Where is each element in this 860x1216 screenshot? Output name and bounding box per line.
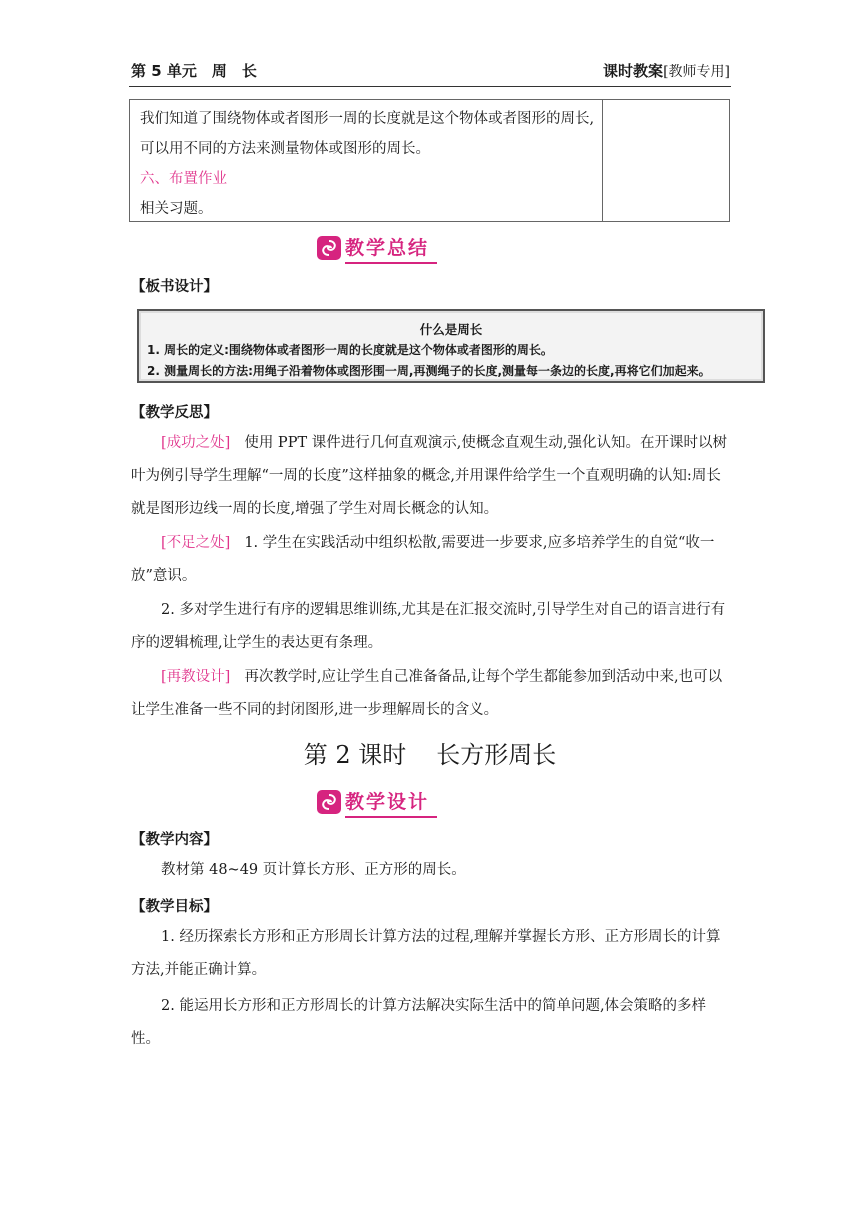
goal-paragraph-2 bbox=[131, 990, 731, 1056]
shortfall-paragraph-2 bbox=[131, 594, 731, 660]
teaching-summary-banner bbox=[317, 234, 437, 262]
content-paragraph bbox=[131, 854, 731, 887]
shortfall-text-2: 2. 多对学生进行有序的逻辑思维训练,尤其是在汇报交流时,引导学生对自己的语言进行有序的逻辑梳理,让学生的表达更有条理。 bbox=[131, 602, 726, 651]
goal-text-2: 2. 能运用长方形和正方形周长的计算方法解决实际生活中的简单问题,体会策略的多样性。 bbox=[131, 998, 707, 1047]
board-line-definition: 1. 周长的定义:围绕物体或者图形一周的长度就是这个物体或者图形的周长。 bbox=[147, 343, 553, 357]
redesign-paragraph bbox=[131, 661, 731, 727]
content-label: 【教学内容】 bbox=[131, 832, 218, 848]
goals-label: 【教学目标】 bbox=[131, 899, 218, 915]
teaching-design-label: 教学设计 bbox=[345, 787, 437, 818]
redesign-tag: [再教设计] bbox=[161, 669, 231, 685]
doc-type-label: 课时教案 bbox=[603, 62, 664, 80]
continued-lesson-table bbox=[129, 99, 730, 222]
goal-paragraph-1 bbox=[131, 921, 731, 987]
swirl-logo-icon bbox=[317, 790, 341, 814]
success-tag: [成功之处] bbox=[161, 435, 231, 451]
redesign-text: 再次教学时,应让学生自己准备备品,让每个学生都能参加到活动中来,也可以让学生准备一些不同的封闭图形,进一步理解周长的含义。 bbox=[131, 669, 723, 718]
teaching-summary-label: 教学总结 bbox=[345, 233, 437, 264]
content-text: 教材第 48~49 页计算长方形、正方形的周长。 bbox=[161, 862, 466, 878]
board-title: 什么是周长 bbox=[419, 322, 483, 337]
shortfall-tag: [不足之处] bbox=[161, 535, 231, 551]
board-line-method: 2. 测量周长的方法:用绳子沿着物体或图形围一周,再测绳子的长度,测量每一条边的长度,再将它们加起来。 bbox=[147, 364, 711, 378]
swirl-logo-icon bbox=[317, 236, 341, 260]
lesson-number: 第 2 课时 bbox=[303, 741, 407, 769]
doc-type-header bbox=[603, 60, 730, 81]
homework-text: 相关习题。 bbox=[140, 201, 213, 217]
table-column-divider bbox=[602, 100, 603, 221]
teacher-only-label: [教师专用] bbox=[663, 64, 730, 80]
homework-heading: 六、布置作业 bbox=[140, 171, 227, 187]
shortfall-paragraph-1 bbox=[131, 527, 731, 593]
teaching-design-banner bbox=[317, 788, 437, 816]
board-design-box bbox=[137, 309, 765, 383]
board-design-label: 【板书设计】 bbox=[131, 279, 218, 295]
goal-text-1: 1. 经历探索长方形和正方形周长计算方法的过程,理解并掌握长方形、正方形周长的计算方法,并能正确计算。 bbox=[131, 929, 721, 978]
success-text: 使用 PPT 课件进行几何直观演示,使概念直观生动,强化认知。在开课时以树叶为例引导学生理解“一周的长度”这样抽象的概念,并用课件给学生一个直观明确的认知:周长就是图形边线一周的长度,增强了学生对周长概念的认知。 bbox=[131, 435, 727, 517]
lesson-title bbox=[0, 735, 860, 770]
reflection-label: 【教学反思】 bbox=[131, 405, 218, 421]
shortfall-text-1: 1. 学生在实践活动中组织松散,需要进一步要求,应多培养学生的自觉“收一放”意识。 bbox=[131, 535, 715, 584]
table-content-cell bbox=[140, 104, 595, 224]
summary-text: 我们知道了围绕物体或者图形一周的长度就是这个物体或者图形的周长,可以用不同的方法来测量物体或图形的周长。 bbox=[140, 111, 595, 157]
header-rule bbox=[129, 86, 731, 87]
unit-header: 第 5 单元 周 长 bbox=[131, 62, 257, 80]
lesson-name: 长方形周长 bbox=[436, 741, 557, 769]
success-paragraph bbox=[131, 427, 731, 526]
